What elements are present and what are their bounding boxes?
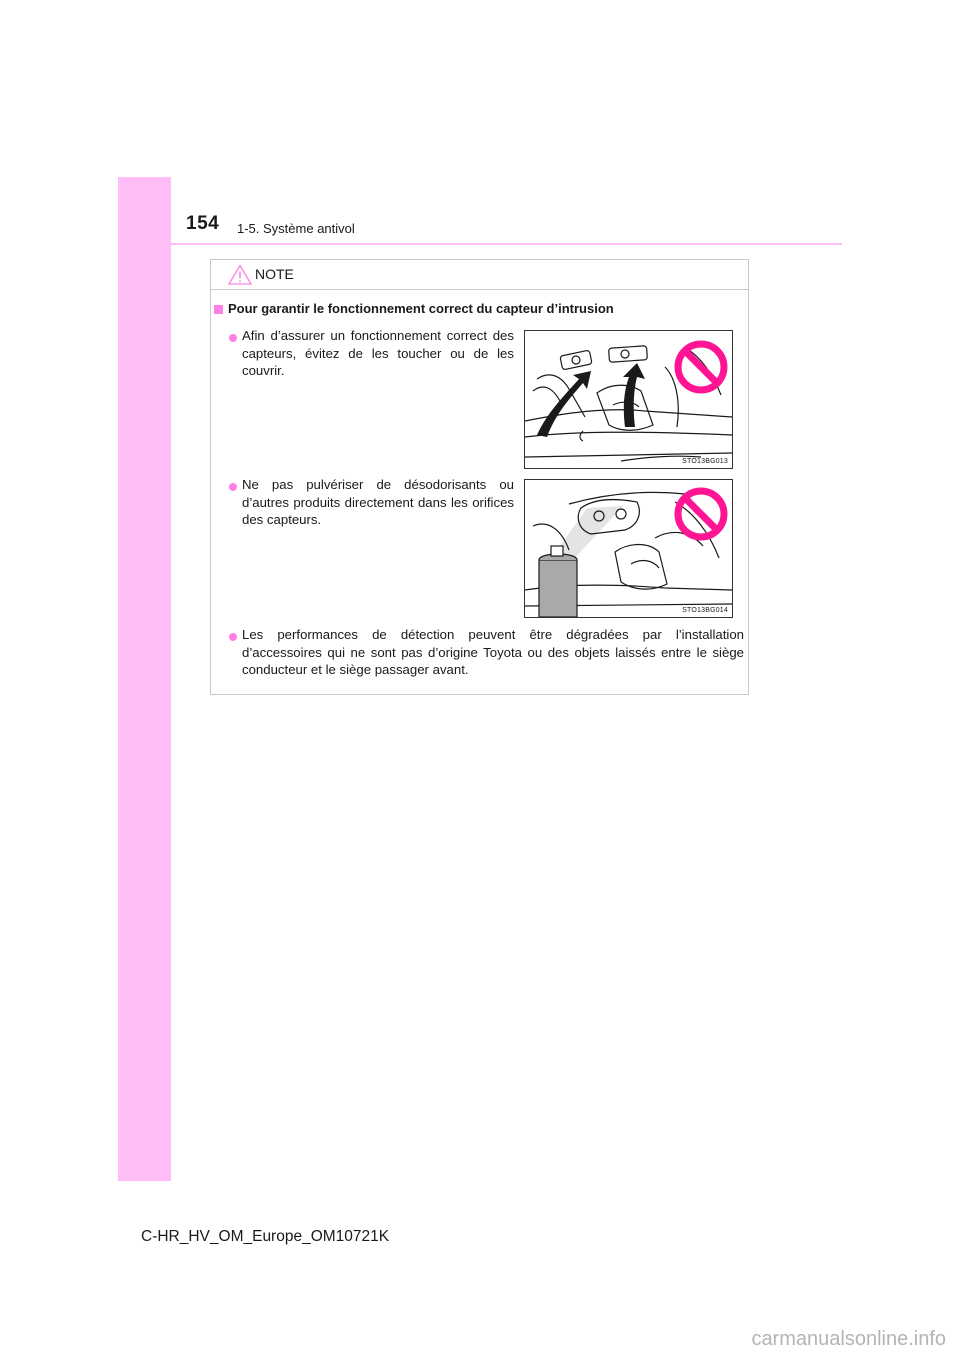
- bullet-dot-icon: [229, 633, 237, 641]
- note-header: [211, 260, 748, 290]
- note-bullet-text: Les performances de détection peuvent être dégradées par l’installation d’accessoires qui ne sont pas d’origine Toyota ou des objets laissés entre le siège conducteur et le siège passager avant.: [242, 627, 744, 677]
- chapter-tab-sidebar: [118, 177, 171, 1181]
- page-number: 154: [186, 213, 220, 234]
- note-subheading: Pour garantir le fonctionnement correct du capteur d’intrusion: [228, 301, 614, 316]
- note-bullet-text: Ne pas pulvériser de désodorisants ou d’autres produits directement dans les orifices des capteurs.: [242, 477, 514, 527]
- watermark[interactable]: carmanualsonline.info: [751, 1328, 946, 1350]
- subheading-square-icon: [214, 305, 223, 314]
- figure-code: STO13BG013: [682, 458, 728, 465]
- note-box: [210, 259, 749, 695]
- figure-sensor-touch: [524, 330, 733, 469]
- section-title: 1-5. Système antivol: [237, 221, 355, 236]
- header-divider: [118, 243, 842, 245]
- note-label: NOTE: [255, 266, 294, 282]
- figure-no-spray: [524, 479, 733, 618]
- note-bullet-text: Afin d’assurer un fonctionnement correct des capteurs, évitez de les toucher ou de les couvrir.: [242, 328, 514, 378]
- bullet-dot-icon: [229, 334, 237, 342]
- document-id: C-HR_HV_OM_Europe_OM10721K: [141, 1228, 390, 1245]
- bullet-dot-icon: [229, 483, 237, 491]
- sensor-touch-illustration: [525, 331, 732, 468]
- figure-code: STO13BG014: [682, 607, 728, 614]
- warning-triangle-icon: [228, 264, 252, 285]
- no-spray-illustration: [525, 480, 732, 617]
